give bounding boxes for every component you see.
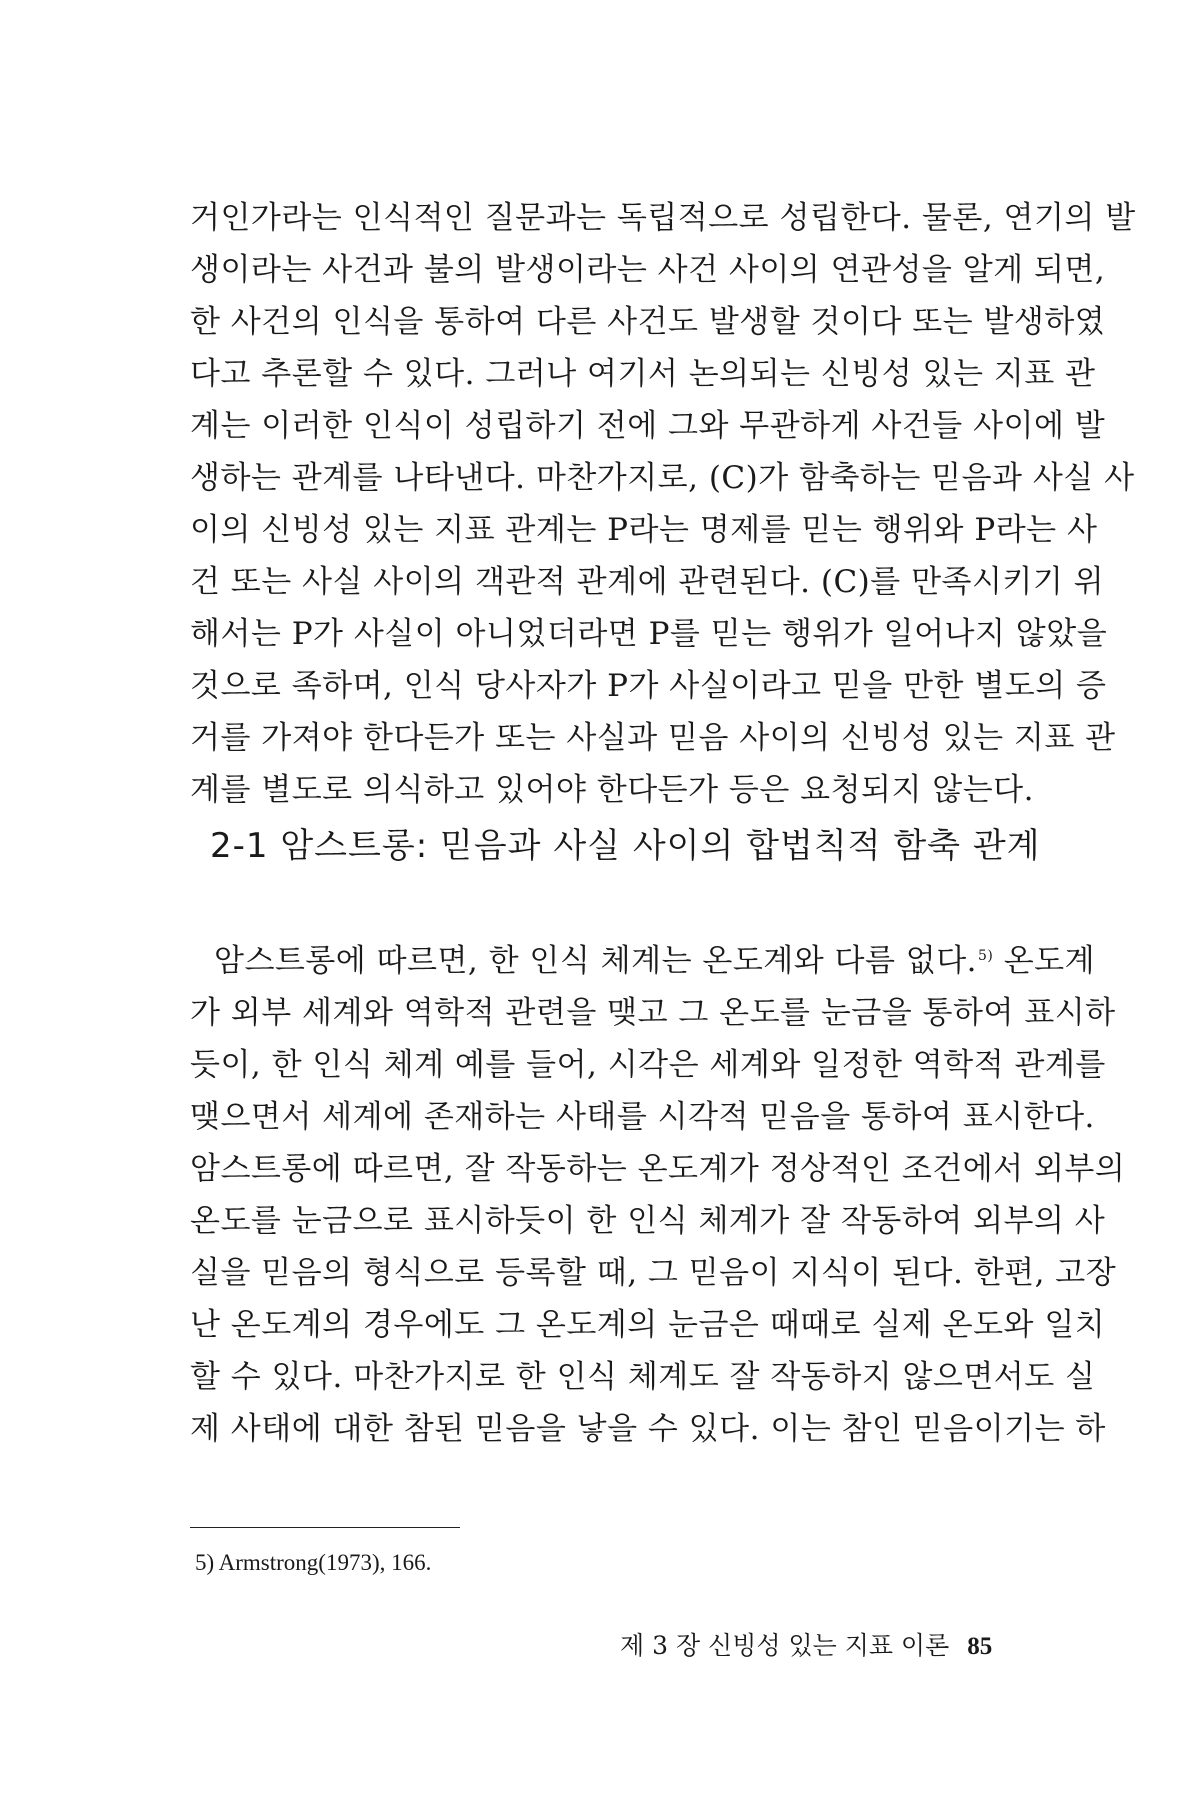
paragraph-line: 해서는 P가 사실이 아니었더라면 P를 믿는 행위가 일어나지 않았을 bbox=[190, 616, 1108, 652]
paragraph-first-line bbox=[190, 935, 1096, 987]
running-title: 제 3 장 신빙성 있는 지표 이론 bbox=[620, 1631, 950, 1660]
running-footer bbox=[620, 1628, 992, 1665]
paragraph-1 bbox=[190, 192, 1136, 816]
paragraph-line: 계는 이러한 인식이 성립하기 전에 그와 무관하게 사건들 사이에 발 bbox=[190, 408, 1106, 444]
paragraph-line: 건 또는 사실 사이의 객관적 관계에 관련된다. (C)를 만족시키기 위 bbox=[190, 564, 1105, 600]
paragraph-line: 거인가라는 인식적인 질문과는 독립적으로 성립한다. 물론, 연기의 발 bbox=[190, 200, 1136, 236]
paragraph-line: 다고 추론할 수 있다. 그러나 여기서 논의되는 신빙성 있는 지표 관 bbox=[190, 356, 1096, 392]
paragraph-line: 듯이, 한 인식 체계 예를 들어, 시각은 세계와 일정한 역학적 관계를 bbox=[190, 1047, 1106, 1083]
paragraph-line: 것으로 족하며, 인식 당사자가 P가 사실이라고 믿을 만한 별도의 증 bbox=[190, 668, 1107, 704]
paragraph-line: 가 외부 세계와 역학적 관련을 맺고 그 온도를 눈금을 통하여 표시하 bbox=[190, 995, 1116, 1031]
paragraph-line: 할 수 있다. 마찬가지로 한 인식 체계도 잘 작동하지 않으면서도 실 bbox=[190, 1359, 1096, 1395]
paragraph-line: 계를 별도로 의식하고 있어야 한다든가 등은 요청되지 않는다. bbox=[190, 772, 1034, 808]
paragraph-line: 한 사건의 인식을 통하여 다른 사건도 발생할 것이다 또는 발생하였 bbox=[190, 304, 1106, 340]
paragraph-line: 제 사태에 대한 참된 믿음을 낳을 수 있다. 이는 참인 믿음이기는 하 bbox=[190, 1411, 1106, 1447]
paragraph-2 bbox=[190, 935, 1126, 1455]
section-heading: 2-1 암스트롱: 믿음과 사실 사이의 합법칙적 함축 관계 bbox=[210, 826, 1041, 866]
paragraph-line: 거를 가져야 한다든가 또는 사실과 믿음 사이의 신빙성 있는 지표 관 bbox=[190, 720, 1116, 756]
page-number: 85 bbox=[967, 1633, 993, 1660]
paragraph-line: 이의 신빙성 있는 지표 관계는 P라는 명제를 믿는 행위와 P라는 사 bbox=[190, 512, 1098, 548]
first-line-text: 암스트롱에 따르면, 한 인식 체계는 온도계와 다름 없다. bbox=[214, 943, 977, 979]
footnote: 5) Armstrong(1973), 166. bbox=[195, 1550, 432, 1575]
footnote-reference[interactable]: 5) bbox=[978, 947, 994, 964]
paragraph-line: 난 온도계의 경우에도 그 온도계의 눈금은 때때로 실제 온도와 일치 bbox=[190, 1307, 1106, 1343]
paragraph-line: 생하는 관계를 나타낸다. 마찬가지로, (C)가 함축하는 믿음과 사실 사 bbox=[190, 460, 1135, 496]
paragraph-line: 온도를 눈금으로 표시하듯이 한 인식 체계가 잘 작동하여 외부의 사 bbox=[190, 1203, 1106, 1239]
paragraph-line: 암스트롱에 따르면, 잘 작동하는 온도계가 정상적인 조건에서 외부의 bbox=[190, 1151, 1126, 1187]
paragraph-line: 맺으면서 세계에 존재하는 사태를 시각적 믿음을 통하여 표시한다. bbox=[190, 1099, 1095, 1135]
footnote-divider bbox=[190, 1527, 460, 1528]
paragraph-line: 생이라는 사건과 불의 발생이라는 사건 사이의 연관성을 알게 되면, bbox=[190, 252, 1106, 288]
paragraph-line: 실을 믿음의 형식으로 등록할 때, 그 믿음이 지식이 된다. 한편, 고장 bbox=[190, 1255, 1117, 1291]
first-line-tail: 온도계 bbox=[993, 943, 1096, 979]
